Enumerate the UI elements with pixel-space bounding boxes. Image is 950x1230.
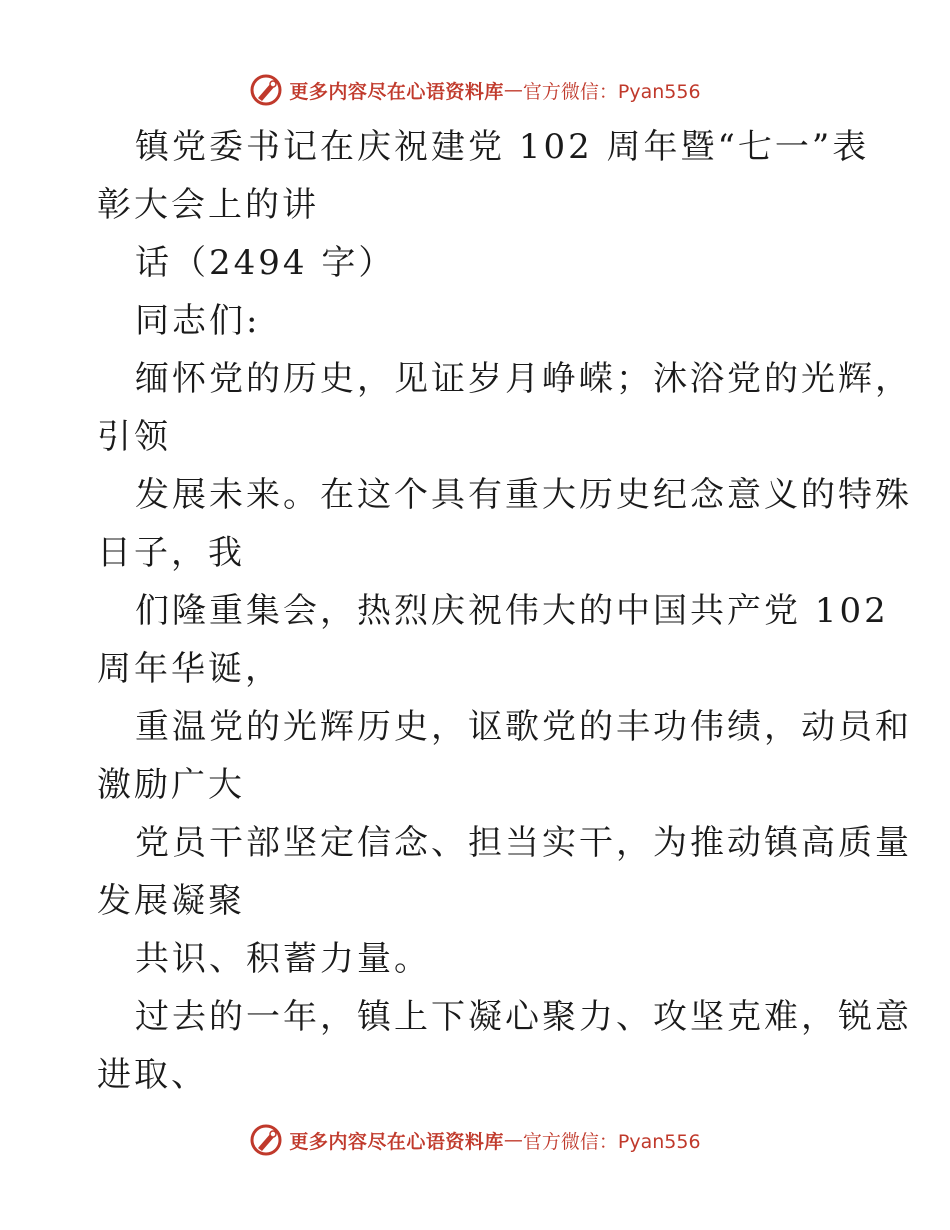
paragraph-line: 们隆重集会，热烈庆祝伟大的中国共产党 102 xyxy=(135,591,889,631)
paragraph-line: 过去的一年，镇上下凝心聚力、攻坚克难，锐意 xyxy=(135,997,912,1037)
footer-banner xyxy=(0,1120,950,1160)
paragraph-line: 共识、积蓄力量。 xyxy=(135,939,431,979)
header-banner xyxy=(0,70,950,110)
paragraph-line: 发展未来。在这个具有重大历史纪念意义的特殊 xyxy=(135,475,912,515)
document-body xyxy=(97,118,912,1104)
paragraph-line: 党员干部坚定信念、担当实干，为推动镇高质量 xyxy=(135,823,912,863)
paragraph-line: 周年华诞， xyxy=(97,649,282,689)
banner-separator: — xyxy=(503,79,523,101)
banner-separator: — xyxy=(503,1129,523,1151)
pen-logo-icon xyxy=(249,1123,283,1157)
document-title-line: 镇党委书记在庆祝建党 102 周年暨“七一”表 xyxy=(135,127,870,167)
paragraph-line: 日子，我 xyxy=(97,533,245,573)
paragraph-line: 缅怀党的历史，见证岁月峥嵘；沐浴党的光辉， xyxy=(135,359,912,399)
paragraph-line: 引领 xyxy=(97,417,171,457)
paragraph-line: 激励广大 xyxy=(97,765,245,805)
banner-site-text: 更多内容尽在心语资料库 xyxy=(289,1130,504,1153)
paragraph-line: 进取、 xyxy=(97,1055,208,1095)
document-word-count: 话（2494 字） xyxy=(135,243,396,283)
paragraph-line: 发展凝聚 xyxy=(97,881,245,921)
document-title-line: 彰大会上的讲 xyxy=(97,185,319,225)
banner-wechat-text: 官方微信：Pyan556 xyxy=(522,1130,701,1153)
banner-site-text: 更多内容尽在心语资料库 xyxy=(289,80,504,103)
paragraph-line: 重温党的光辉历史，讴歌党的丰功伟绩，动员和 xyxy=(135,707,912,747)
banner-wechat-text: 官方微信：Pyan556 xyxy=(522,80,701,103)
pen-logo-icon xyxy=(249,73,283,107)
salutation: 同志们: xyxy=(135,301,261,341)
